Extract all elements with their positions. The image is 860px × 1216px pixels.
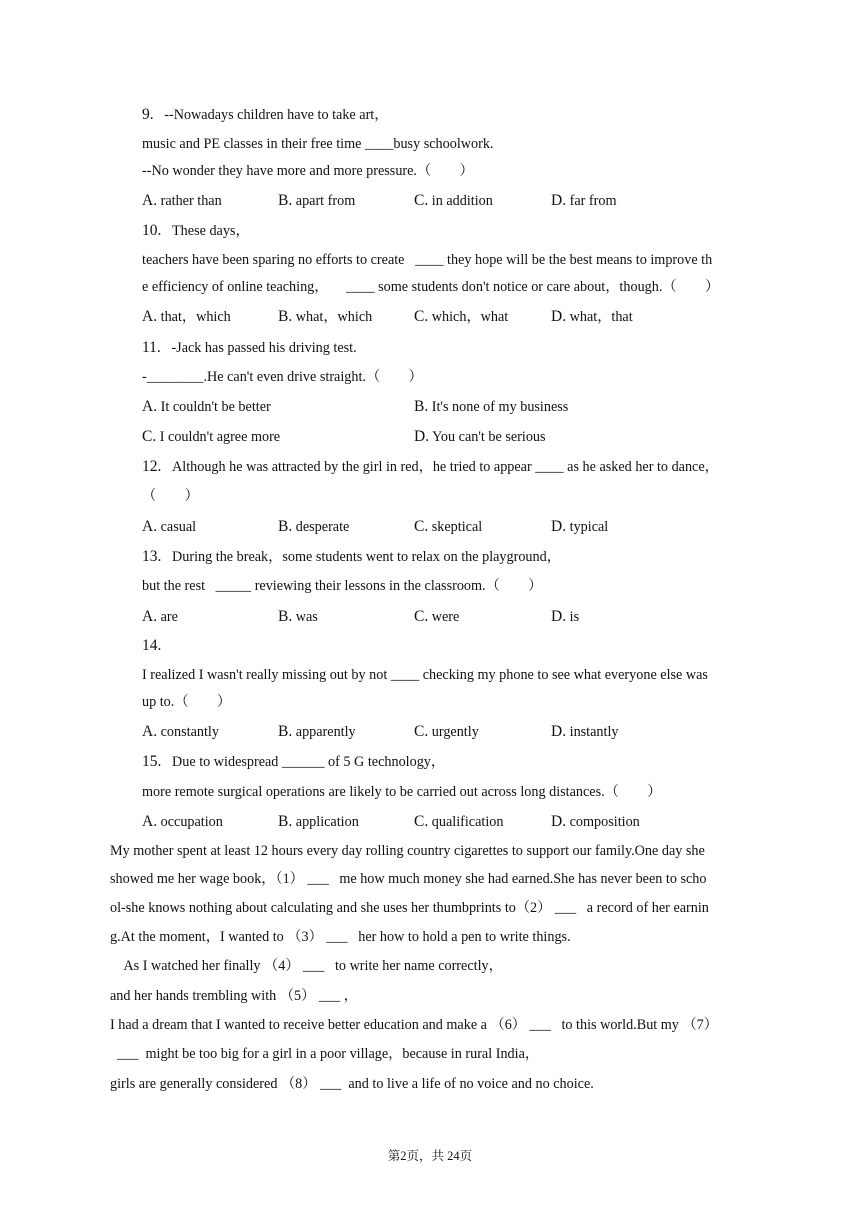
question-text: During the break，some students went to relax on the playground，	[172, 549, 561, 565]
option-d[interactable]: D. what，that	[551, 308, 633, 325]
question-line	[142, 106, 388, 124]
question-text: but the rest _____ reviewing their lessons in the classroom.（ ）	[142, 578, 543, 594]
question-number: 15.	[142, 753, 162, 770]
option-c[interactable]: C. which，what	[414, 308, 509, 325]
question-text: up to.（ ）	[142, 694, 232, 710]
passage-line: showed me her wage book，（1） ___ me how much money she had earned.She has never been to scho	[110, 871, 707, 887]
option-b[interactable]: B. apparently	[278, 723, 356, 740]
option-c[interactable]: C. I couldn't agree more	[142, 428, 281, 445]
option-c[interactable]: C. were	[414, 608, 460, 625]
passage-line: My mother spent at least 12 hours every day rolling country cigarettes to support our family.One day she	[110, 843, 705, 859]
question-line	[142, 753, 445, 771]
question-line	[142, 458, 719, 476]
option-b[interactable]: B. apart from	[278, 192, 356, 209]
question-number: 9.	[142, 106, 154, 123]
question-text: （ ）	[142, 488, 199, 504]
option-c[interactable]: C. urgently	[414, 723, 479, 740]
question-text: teachers have been sparing no efforts to create ____ they hope will be the best means to improve th	[142, 252, 713, 268]
option-a[interactable]: A. rather than	[142, 192, 222, 209]
option-d[interactable]: D. instantly	[551, 723, 619, 740]
question-text: Although he was attracted by the girl in red，he tried to appear ____ as he asked her to dance，	[172, 459, 719, 475]
question-line	[142, 222, 250, 240]
option-d[interactable]: D. typical	[551, 518, 609, 535]
question-line	[142, 637, 161, 655]
question-text: more remote surgical operations are likely to be carried out across long distances.（ ）	[142, 784, 662, 800]
passage-line: girls are generally considered （8） ___ and to live a life of no voice and no choice.	[110, 1076, 594, 1092]
option-a[interactable]: A. It couldn't be better	[142, 398, 271, 415]
option-a[interactable]: A. are	[142, 608, 178, 625]
question-number: 13.	[142, 548, 162, 565]
option-c[interactable]: C. qualification	[414, 813, 504, 830]
question-number: 14.	[142, 637, 162, 654]
question-number: 12.	[142, 458, 162, 475]
passage-line: As I watched her finally （4） ___ to write her name correctly，	[110, 958, 503, 974]
question-number: 10.	[142, 222, 162, 239]
question-text: music and PE classes in their free time ____busy schoolwork.	[142, 136, 494, 152]
question-text: Due to widespread ______ of 5 G technology，	[172, 754, 446, 770]
option-b[interactable]: B. It's none of my business	[414, 398, 569, 415]
question-text: I realized I wasn't really missing out by not ____ checking my phone to see what everyone else was	[142, 667, 708, 683]
option-c[interactable]: C. skeptical	[414, 518, 483, 535]
passage-line: and her hands trembling with （5） ___ ，	[110, 988, 358, 1004]
question-text: -Jack has passed his driving test.	[171, 340, 357, 356]
option-d[interactable]: D. You can't be serious	[414, 428, 546, 445]
option-b[interactable]: B. was	[278, 608, 318, 625]
question-line	[142, 339, 357, 357]
option-a[interactable]: A. casual	[142, 518, 197, 535]
option-a[interactable]: A. that，which	[142, 308, 231, 325]
page-footer: 第2页，共 24页	[387, 1149, 473, 1163]
option-b[interactable]: B. what，which	[278, 308, 373, 325]
passage-line: ol-she knows nothing about calculating and she uses her thumbprints to（2） ___ a record of her earnin	[110, 900, 709, 916]
question-text: -________.He can't even drive straight.（ ）	[142, 369, 423, 385]
option-a[interactable]: A. occupation	[142, 813, 223, 830]
question-text: --No wonder they have more and more pressure.（ ）	[142, 163, 474, 179]
passage-line: ___ might be too big for a girl in a poor village，because in rural India，	[110, 1046, 540, 1062]
option-d[interactable]: D. is	[551, 608, 580, 625]
question-text: These days，	[172, 223, 250, 239]
option-b[interactable]: B. desperate	[278, 518, 350, 535]
question-text: e efficiency of online teaching， ____ some students don't notice or care about，though.（ ）	[142, 279, 720, 295]
option-b[interactable]: B. application	[278, 813, 359, 830]
option-d[interactable]: D. far from	[551, 192, 617, 209]
question-text: --Nowadays children have to take art，	[164, 107, 389, 123]
option-c[interactable]: C. in addition	[414, 192, 493, 209]
question-number: 11.	[142, 339, 161, 356]
option-d[interactable]: D. composition	[551, 813, 640, 830]
passage-line: g.At the moment，I wanted to （3） ___ her how to hold a pen to write things.	[110, 929, 571, 945]
passage-line: I had a dream that I wanted to receive better education and make a （6） ___ to this world.But my （7）	[110, 1017, 718, 1033]
option-a[interactable]: A. constantly	[142, 723, 219, 740]
question-line	[142, 548, 561, 566]
